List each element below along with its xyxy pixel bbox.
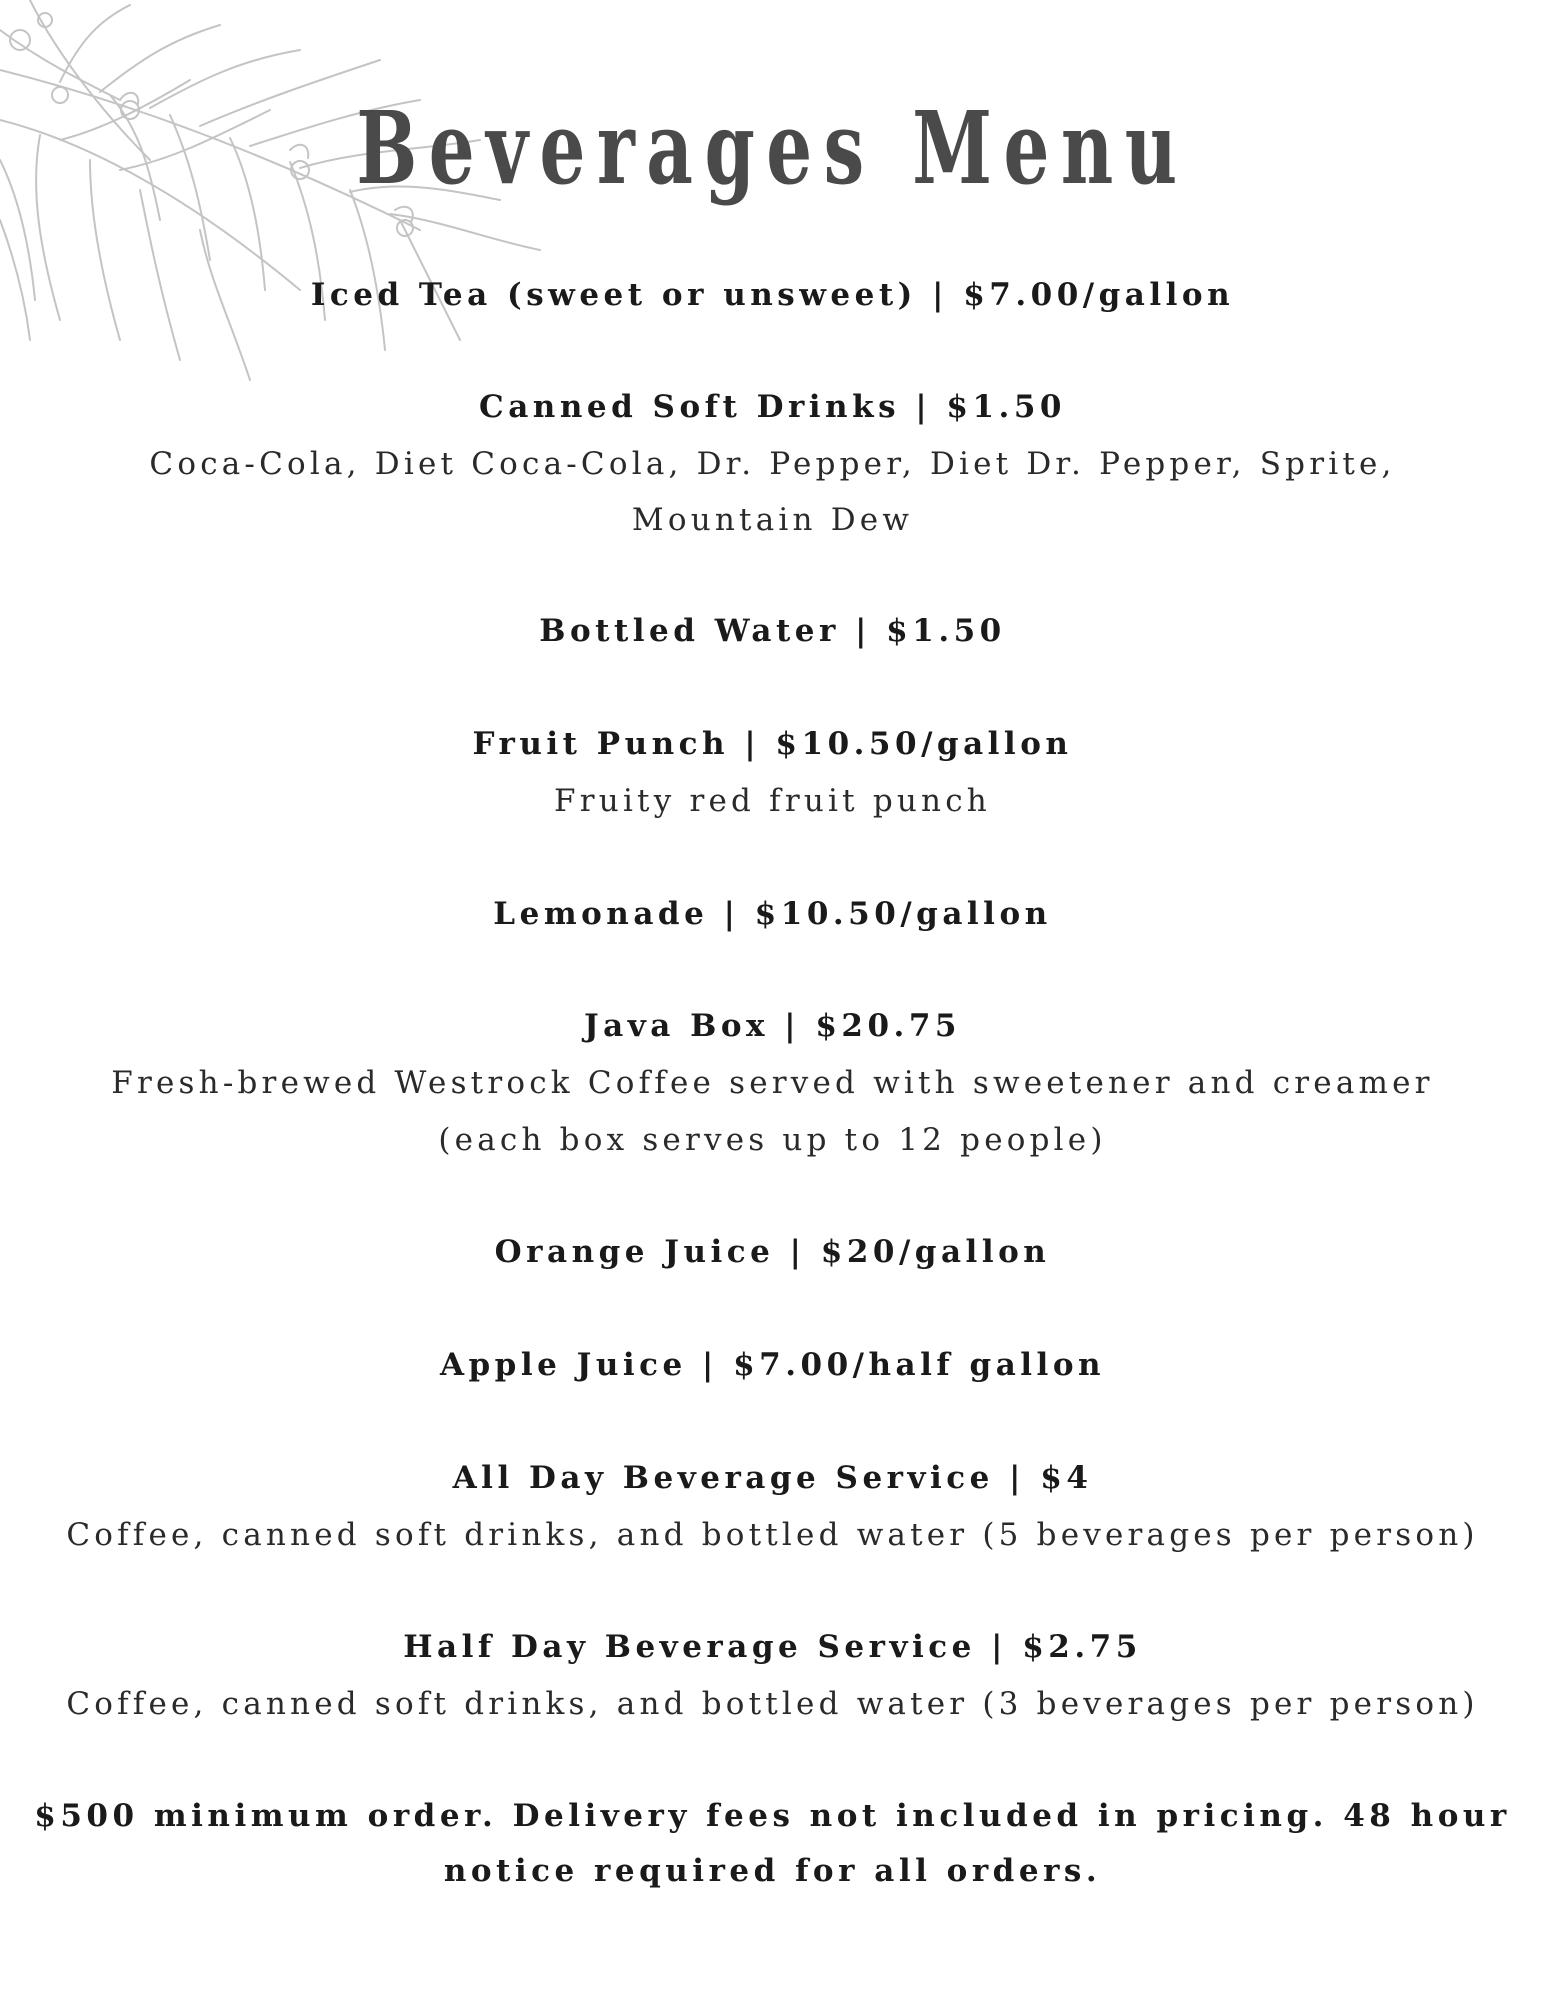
item-heading-java-box: Java Box | $20.75 <box>583 1008 961 1044</box>
item-desc-java-box-line1: Fresh-brewed Westrock Coffee served with sweetener and creamer <box>111 1065 1434 1101</box>
item-desc-java-box-line2: (each box serves up to 12 people) <box>438 1122 1107 1158</box>
footer-note-line2: notice required for all orders. <box>443 1853 1102 1889</box>
item-heading-iced-tea: Iced Tea (sweet or unsweet) | $7.00/gallon <box>310 277 1235 313</box>
item-heading-apple-juice: Apple Juice | $7.00/half gallon <box>439 1347 1106 1383</box>
item-heading-half-day-service: Half Day Beverage Service | $2.75 <box>403 1629 1142 1665</box>
item-heading-orange-juice: Orange Juice | $20/gallon <box>494 1234 1051 1270</box>
item-heading-lemonade: Lemonade | $10.50/gallon <box>493 896 1052 932</box>
item-desc-canned-soft-drinks-line1: Coca-Cola, Diet Coca-Cola, Dr. Pepper, Diet Dr. Pepper, Sprite, <box>149 446 1396 482</box>
item-desc-half-day-service: Coffee, canned soft drinks, and bottled water (3 beverages per person) <box>66 1686 1479 1722</box>
item-desc-canned-soft-drinks-line2: Mountain Dew <box>631 502 914 538</box>
item-heading-all-day-service: All Day Beverage Service | $4 <box>452 1460 1093 1496</box>
item-desc-fruit-punch: Fruity red fruit punch <box>554 783 991 819</box>
item-heading-canned-soft-drinks: Canned Soft Drinks | $1.50 <box>479 389 1066 425</box>
item-heading-bottled-water: Bottled Water | $1.50 <box>539 613 1006 649</box>
menu-title: Beverages Menu <box>356 89 1189 207</box>
footer-note-line1: $500 minimum order. Delivery fees not included in pricing. 48 hour <box>34 1798 1511 1834</box>
item-heading-fruit-punch: Fruit Punch | $10.50/gallon <box>472 726 1073 762</box>
item-desc-all-day-service: Coffee, canned soft drinks, and bottled water (5 beverages per person) <box>66 1517 1479 1553</box>
